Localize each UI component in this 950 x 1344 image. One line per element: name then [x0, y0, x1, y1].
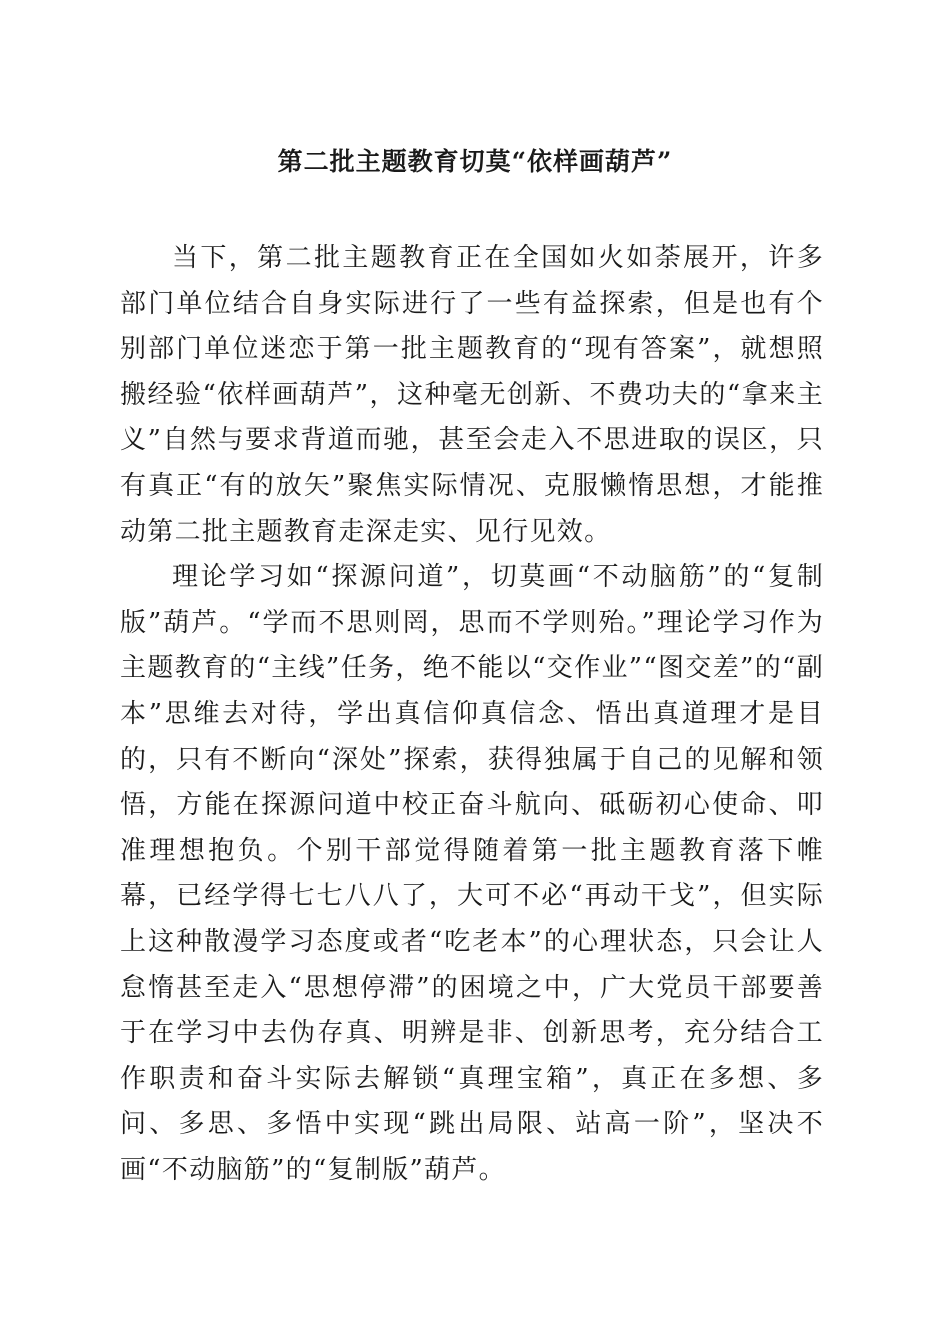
document-body — [120, 236, 824, 1193]
paragraph-intro: 当下，第二批主题教育正在全国如火如荼展开，许多部门单位结合自身实际进行了一些有益探索，但是也有个别部门单位迷恋于第一批主题教育的“现有答案”，就想照搬经验“依样画葫芦”，这种毫无创新、不费功夫的“拿来主义”自然与要求背道而驰，甚至会走入不思进取的误区，只有真正“有的放矢”聚焦实际情况、克服懒惰思想，才能推动第二批主题教育走深走实、见行见效。 — [120, 243, 824, 547]
document-title: 第二批主题教育切莫“依样画葫芦” — [277, 147, 673, 176]
paragraph-theory-study: 理论学习如“探源问道”，切莫画“不动脑筋”的“复制版”葫芦。“学而不思则罔，思而不学则殆。”理论学习作为主题教育的“主线”任务，绝不能以“交作业”“图交差”的“副本”思维去对待，学出真信仰真信念、悟出真道理才是目的，只有不断向“深处”探索，获得独属于自己的见解和领悟，方能在探源问道中校正奋斗航向、砥砺初心使命、叩准理想抱负。个别干部觉得随着第一批主题教育落下帷幕，已经学得七七八八了，大可不必“再动干戈”，但实际上这种散漫学习态度或者“吃老本”的心理状态，只会让人怠惰甚至走入“思想停滞”的困境之中，广大党员干部要善于在学习中去伪存真、明辨是非、创新思考，充分结合工作职责和奋斗实际去解锁“真理宝箱”，真正在多想、多问、多思、多悟中实现“跳出局限、站高一阶”，坚决不画“不动脑筋”的“复制版”葫芦。 — [120, 562, 824, 1185]
